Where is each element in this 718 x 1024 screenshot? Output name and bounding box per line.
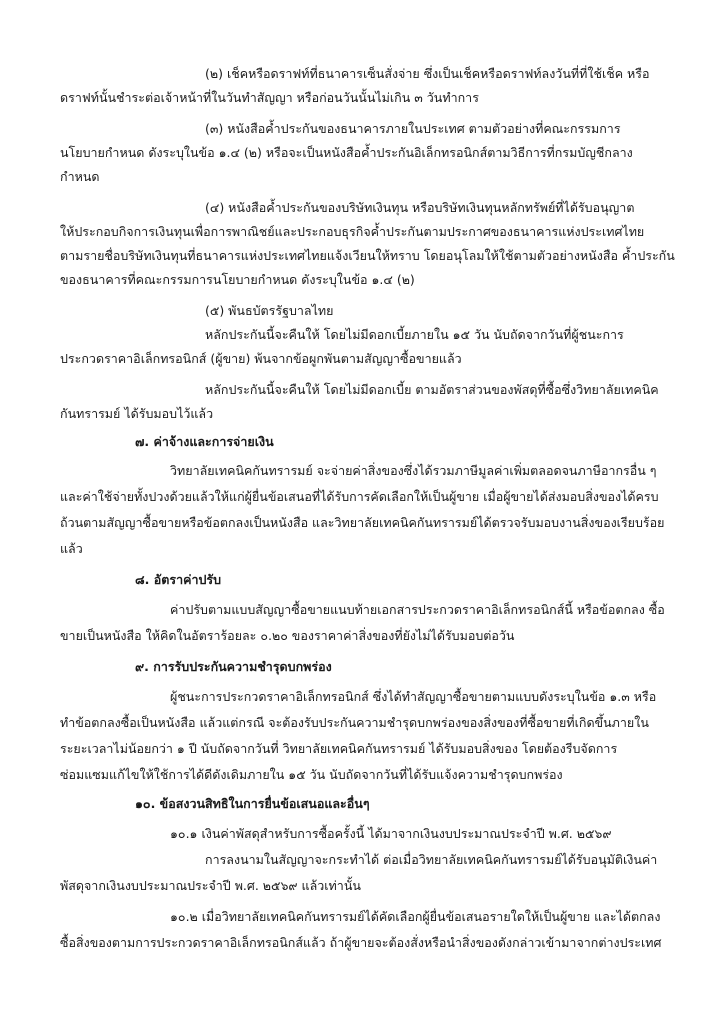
section-7-line-3: ถ้วนตามสัญญาซื้อขายหรือข้อตกลงเป็นหนังสือ และวิทยาลัยเทคนิคกันทรารมย์ได้ตรวจรับมอบงานสิ่งของเรียบร้อย — [60, 515, 665, 530]
section-9-line-1: ผู้ชนะการประกวดราคาอิเล็กทรอนิกส์ ซึ่งได้ทำสัญญาซื้อขายตามแบบดังระบุในข้อ ๑.๓ หรือ — [170, 689, 657, 704]
section-9-line-2: ทำข้อตกลงซื้อเป็นหนังสือ แล้วแต่กรณี จะต้องรับประกันความชำรุดบกพร่องของสิ่งของที่ซื้อขายที่เกิดขึ้นภายใน — [60, 715, 649, 730]
item-2-line-2: ดราฟท์นั้นชำระต่อเจ้าหน้าที่ในวันทำสัญญา หรือก่อนวันนั้นไม่เกิน ๓ วันทำการ — [60, 90, 479, 105]
item-3-line-2: นโยบายกำหนด ดังระบุในข้อ ๑.๔ (๒) หรือจะเป็นหนังสือค้ำประกันอิเล็กทรอนิกส์ตามวิธีการที่กรมบัญชีกลาง — [60, 145, 633, 160]
section-7-line-1: วิทยาลัยเทคนิคกันทรารมย์ จะจ่ายค่าสิ่งของซึ่งได้รวมภาษีมูลค่าเพิ่มตลอดจนภาษีอากรอื่น ๆ — [170, 463, 657, 478]
guarantee-return-line-3: หลักประกันนี้จะคืนให้ โดยไม่มีดอกเบี้ย ตามอัตราส่วนของพัสดุที่ซื้อซึ่งวิทยาลัยเทคนิค — [205, 382, 659, 397]
section-10-heading: ๑๐. ข้อสงวนสิทธิในการยื่นข้อเสนอและอื่นๆ — [135, 796, 370, 811]
item-3-line-1: (๓) หนังสือค้ำประกันของธนาคารภายในประเทศ ตามตัวอย่างที่คณะกรรมการ — [205, 121, 621, 136]
section-8-line-2: ขายเป็นหนังสือ ให้คิดในอัตราร้อยละ ๐.๒๐ ของราคาค่าสิ่งของที่ยังไม่ได้รับมอบต่อวัน — [60, 628, 515, 643]
guarantee-return-line-1: หลักประกันนี้จะคืนให้ โดยไม่มีดอกเบี้ยภายใน ๑๕ วัน นับถัดจากวันที่ผู้ชนะการ — [205, 327, 624, 342]
item-2-line-1: (๒) เช็คหรือดราฟท์ที่ธนาคารเซ็นสั่งจ่าย ซึ่งเป็นเช็คหรือดราฟท์ลงวันที่ที่ใช้เช็ค หรือ — [205, 66, 650, 81]
item-5-line-1: (๕) พันธบัตรรัฐบาลไทย — [205, 303, 334, 318]
item-4-line-2: ให้ประกอบกิจการเงินทุนเพื่อการพาณิชย์และประกอบธุรกิจค้ำประกันตามประกาศของธนาคารแห่งประเทศไทย — [60, 224, 645, 239]
section-10-1-line-3: พัสดุจากเงินงบประมาณประจำปี พ.ศ. ๒๕๖๙ แล้วเท่านั้น — [60, 878, 361, 893]
item-3-line-3: กำหนด — [60, 169, 100, 184]
section-10-2-line-2: ซื้อสิ่งของตามการประกวดราคาอิเล็กทรอนิกส์แล้ว ถ้าผู้ขายจะต้องสั่งหรือนำสิ่งของดังกล่าวเข้ามาจากต่างประเทศ — [60, 935, 662, 950]
section-7-heading: ๗. ค่าจ้างและการจ่ายเงิน — [135, 434, 274, 449]
section-10-2-line-1: ๑๐.๒ เมื่อวิทยาลัยเทคนิคกันทรารมย์ได้คัดเลือกผู้ยื่นข้อเสนอรายใดให้เป็นผู้ขาย และได้ตกลง — [170, 909, 661, 924]
section-10-1-line-2: การลงนามในสัญญาจะกระทำได้ ต่อเมื่อวิทยาลัยเทคนิคกันทรารมย์ได้รับอนุมัติเงินค่า — [205, 852, 658, 867]
section-8-heading: ๘. อัตราค่าปรับ — [135, 572, 222, 587]
item-4-line-3: ตามรายชื่อบริษัทเงินทุนที่ธนาคารแห่งประเทศไทยแจ้งเวียนให้ทราบ โดยอนุโลมให้ใช้ตามตัวอย่างหนังสือ ค้ำประกัน — [60, 248, 675, 263]
item-4-line-4: ของธนาคารที่คณะกรรมการนโยบายกำหนด ดังระบุในข้อ ๑.๔ (๒) — [60, 272, 415, 287]
section-9-line-4: ซ่อมแซมแก้ไขให้ใช้การได้ดีดังเดิมภายใน ๑๕ วัน นับถัดจากวันที่ได้รับแจ้งความชำรุดบกพร่อง — [60, 767, 563, 782]
guarantee-return-line-4: กันทรารมย์ ได้รับมอบไว้แล้ว — [60, 406, 214, 421]
section-7-line-4: แล้ว — [60, 541, 83, 556]
section-7-line-2: และค่าใช้จ่ายทั้งปวงด้วยแล้วให้แก่ผู้ยื่นข้อเสนอที่ได้รับการคัดเลือกให้เป็นผู้ขาย เมื่อผู้ขายได้ส่งมอบสิ่งของได้ครบ — [60, 489, 659, 504]
section-8-line-1: ค่าปรับตามแบบสัญญาซื้อขายแนบท้ายเอกสารประกวดราคาอิเล็กทรอนิกส์นี้ หรือข้อตกลง ซื้อ — [170, 602, 665, 617]
section-10-1-line-1: ๑๐.๑ เงินค่าพัสดุสำหรับการซื้อครั้งนี้ ได้มาจากเงินงบประมาณประจำปี พ.ศ. ๒๕๖๙ — [170, 826, 612, 841]
section-9-heading: ๙. การรับประกันความชำรุดบกพร่อง — [135, 659, 332, 674]
section-9-line-3: ระยะเวลาไม่น้อยกว่า ๑ ปี นับถัดจากวันที่ วิทยาลัยเทคนิคกันทรารมย์ ได้รับมอบสิ่งของ โดยต้องรีบจัดการ — [60, 741, 618, 756]
guarantee-return-line-2: ประกวดราคาอิเล็กทรอนิกส์ (ผู้ขาย) พ้นจากข้อผูกพันตามสัญญาซื้อขายแล้ว — [60, 351, 462, 366]
item-4-line-1: (๔) หนังสือค้ำประกันของบริษัทเงินทุน หรือบริษัทเงินทุนหลักทรัพย์ที่ได้รับอนุญาต — [205, 200, 635, 215]
